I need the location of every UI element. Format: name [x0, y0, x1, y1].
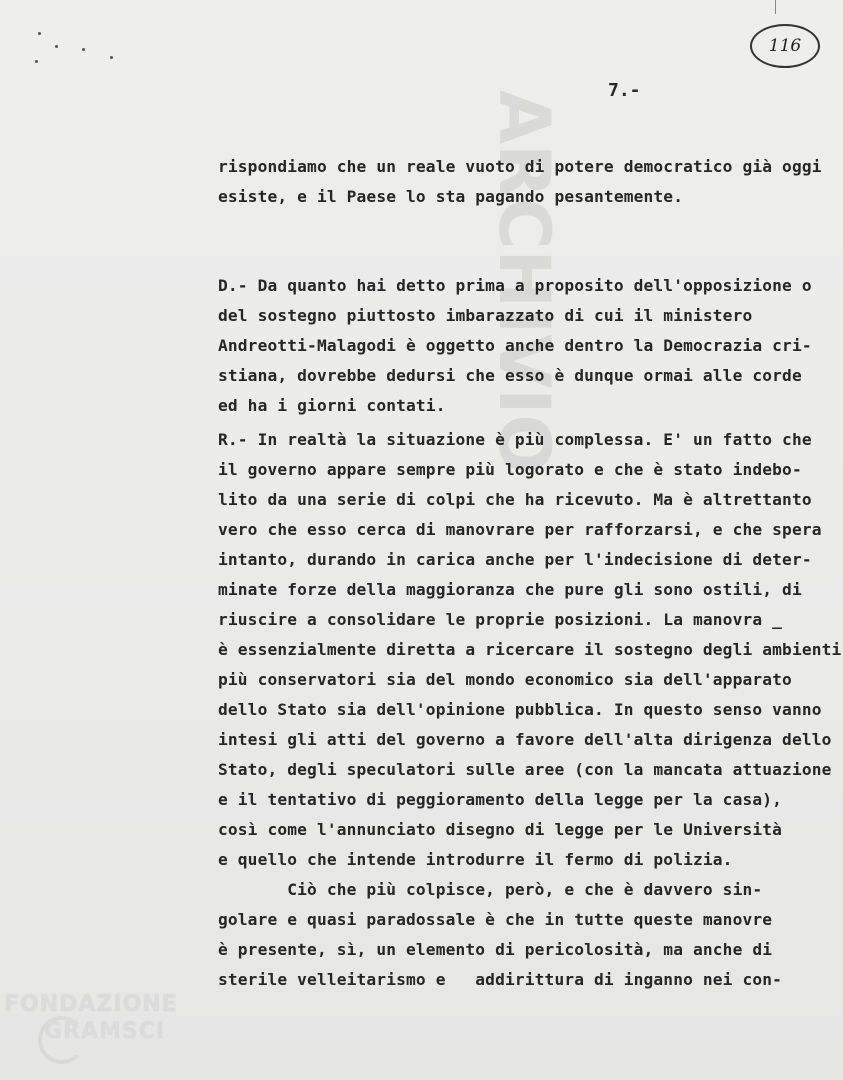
text-line: così come l'annunciato disegno di legge per le Università	[218, 820, 783, 839]
svg-text:ARCHIVIO: ARCHIVIO	[483, 90, 565, 474]
text-line: R.- In realtà la situazione è più complessa. E' un fatto che	[218, 430, 812, 449]
text-line: Andreotti-Malagodi è oggetto anche dentro la Democrazia cri-	[218, 336, 812, 355]
text-line: vero che esso cerca di manovrare per rafforzarsi, e che spera	[218, 520, 822, 539]
text-line: minate forze della maggioranza che pure gli sono ostili, di	[218, 580, 802, 599]
text-line: dello Stato sia dell'opinione pubblica. In questo senso vanno	[218, 700, 822, 719]
scan-edge-line	[775, 0, 776, 14]
text-line: intanto, durando in carica anche per l'indecisione di deter-	[218, 550, 812, 569]
text-line: rispondiamo che un reale vuoto di potere democratico già oggi	[218, 157, 822, 176]
logo-g-mark	[38, 1016, 86, 1064]
text-line: D.- Da quanto hai detto prima a proposito dell'opposizione o	[218, 276, 812, 295]
logo-text-bottom: GRAMSCI	[44, 1019, 166, 1044]
text-line: golare e quasi paradossale è che in tutte queste manovre	[218, 910, 773, 929]
text-line: ed ha i giorni contati.	[218, 396, 446, 415]
text-line: del sostegno piuttosto imbarazzato di cui il ministero	[218, 306, 753, 325]
text-line: Ciò che più colpisce, però, e che è davvero sin-	[218, 880, 763, 899]
text-line: stiana, dovrebbe dedursi che esso è dunque ormai alle corde	[218, 366, 802, 385]
text-line: il governo appare sempre più logorato e che è stato indebo-	[218, 460, 802, 479]
logo-text-top: FONDAZIONE	[4, 992, 178, 1017]
text-line: lito da una serie di colpi che ha ricevuto. Ma è altrettanto	[218, 490, 812, 509]
page-number: 7.-	[608, 80, 641, 101]
text-line: e il tentativo di peggioramento della legge per la casa),	[218, 790, 783, 809]
text-line: esiste, e il Paese lo sta pagando pesantemente.	[218, 187, 684, 206]
scan-specks	[30, 30, 120, 70]
text-line: sterile velleitarismo e addirittura di inganno nei con-	[218, 970, 783, 989]
text-line: è essenzialmente diretta a ricercare il sostegno degli ambienti	[218, 640, 842, 659]
text-line: Stato, degli speculatori sulle aree (con la mancata attuazione	[218, 760, 832, 779]
fondazione-gramsci-logo	[4, 992, 204, 1067]
text-line: riuscire a consolidare le proprie posizioni. La manovra _	[218, 610, 783, 629]
text-line: più conservatori sia del mondo economico sia dell'apparato	[218, 670, 792, 689]
text-line: è presente, sì, un elemento di pericolosità, ma anche di	[218, 940, 773, 959]
text-line: intesi gli atti del governo a favore dell'alta dirigenza dello	[218, 730, 832, 749]
text-line: e quello che intende introdurre il fermo di polizia.	[218, 850, 733, 869]
archive-stamp: 116	[750, 24, 820, 68]
